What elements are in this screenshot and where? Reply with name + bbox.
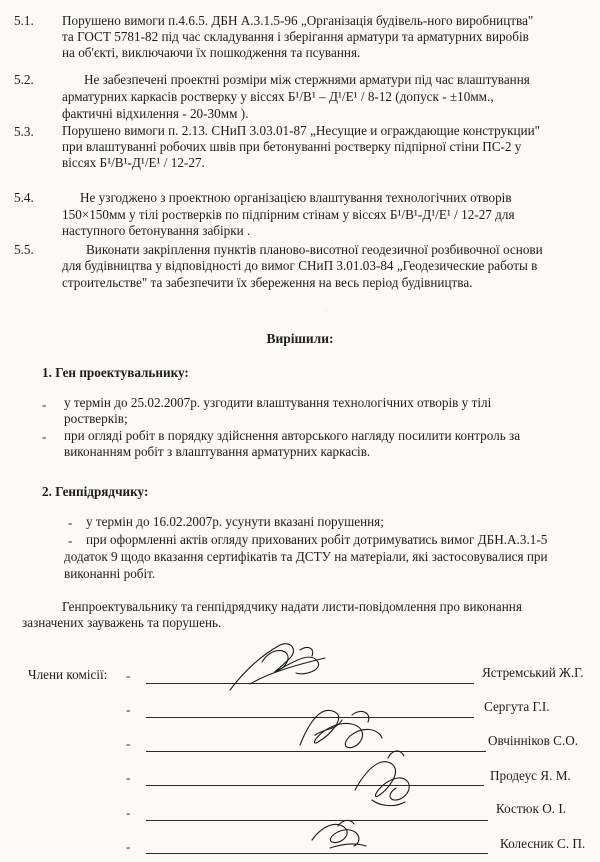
bullet-text-line: при оформленні актів огляду прихованих робіт дотримуватись вимог ДБН.А.3.1-5: [86, 532, 548, 547]
item-text-line: 150×150мм у тілі ростверків по підпірним стінам у віссях Б¹/В¹-Д¹/Е¹ / 12-27 для: [62, 207, 515, 222]
closing-line: зазначених зауважень та порушень.: [22, 615, 222, 630]
item-text-line: для будівництва у відповідності до вимог СНиП 3.01.03-84 „Геодезические работы в: [62, 258, 538, 273]
bullet-text-line: ростверків;: [64, 411, 128, 426]
bullet-dash: -: [68, 533, 73, 548]
item-text-line: строительстве" та забезпечити їх збереження на весь період будівництва.: [62, 275, 473, 290]
bullet-dash: -: [68, 515, 73, 530]
member-dash: -: [126, 839, 131, 854]
member-name: Продеус Я. М.: [490, 768, 571, 783]
bullet-text-line: виконанні робіт.: [64, 566, 156, 581]
member-name: Колесник С. П.: [500, 836, 586, 851]
closing-line: Генпроектувальнику та генпідрядчику надати листи-повідомлення про виконання: [62, 599, 522, 614]
item-text-line: при влаштуванні робочих швів при бетонуванні ростверку підпірної стіни ПС-2 у: [62, 139, 522, 154]
signature-mark: [312, 824, 366, 848]
bullet-text-line: у термін до 16.02.2007р. усунути вказані порушення;: [86, 514, 384, 529]
item-text-line: Порушено вимоги п.4.6.5. ДБН А.3.1.5-96 „Організація будівель-ного виробництва": [62, 13, 534, 28]
item-number: 5.5.: [14, 242, 34, 257]
item-text-line: Порушено вимоги п. 2.13. СНиП 3.03.01-87 „Несущие и ограждающие конструкции": [62, 123, 541, 138]
section-title: 1. Ген проектувальнику:: [42, 365, 189, 380]
commission-label: Члени комісії:: [28, 667, 108, 682]
member-name: Сергута Г.І.: [484, 699, 550, 714]
member-dash: -: [126, 736, 131, 751]
item-text-line: наступного бетонування забірки .: [62, 223, 251, 238]
item-number: 5.2.: [14, 72, 34, 87]
bullet-text-line: виконанням робіт з влаштування арматурних каркасів.: [64, 444, 371, 459]
member-dash: -: [126, 770, 131, 785]
signature-mark: [355, 762, 409, 800]
item-text-line: на об'єкті, виключаючи їх пошкодження та псування.: [62, 45, 361, 60]
item-text-line: фактичні відхилення - 20-30мм ).: [62, 106, 249, 121]
item-text-line: віссях Б¹/В¹-Д¹/Е¹ / 12-27.: [62, 155, 205, 170]
item-text-line: та ГОСТ 5781-82 під час складування і зберігання арматури та арматурних виробів: [62, 29, 529, 44]
bullet-text-line: додаток 9 щодо вказання сертифікатів та ДСТУ на матеріали, які застосовувалися при: [64, 549, 548, 564]
background-mark: ·: [325, 305, 328, 315]
item-text-line: Виконати закріплення пунктів планово-висотної геодезичної розбивочної основи: [86, 242, 543, 257]
decision-heading: Вирішили:: [266, 331, 334, 346]
item-text-line: Не забезпечені проектні розміри між стержнями арматури під час влаштування: [84, 72, 530, 87]
member-name: Костюк О. І.: [496, 801, 567, 816]
item-number: 5.4.: [14, 190, 34, 205]
member-dash: -: [126, 668, 131, 683]
member-name: Ястремський Ж.Г.: [482, 665, 584, 680]
item-text-line: арматурних каркасів ростверку у віссях Б¹/В¹ – Д¹/Е¹ / 8-12 (допуск - ±10мм.,: [62, 89, 494, 104]
bullet-dash: -: [42, 397, 47, 412]
signature-mark: [300, 710, 382, 747]
section-title: 2. Генпідрядчику:: [42, 484, 149, 499]
item-number: 5.1.: [14, 13, 34, 28]
member-dash: -: [126, 702, 131, 717]
member-name: Овчінніков С.О.: [488, 733, 579, 748]
bullet-text-line: при огляді робіт в порядку здійснення авторського нагляду посилити контроль за: [64, 428, 521, 443]
item-number: 5.3.: [14, 124, 34, 139]
bullet-text-line: у термін до 25.02.2007р. узгодити влаштування технологічних отворів у тілі: [64, 395, 492, 410]
item-text-line: Не узгоджено з проектною організацією влаштування технологічних отворів: [80, 190, 512, 205]
member-dash: -: [126, 805, 131, 820]
bullet-dash: -: [42, 429, 47, 444]
